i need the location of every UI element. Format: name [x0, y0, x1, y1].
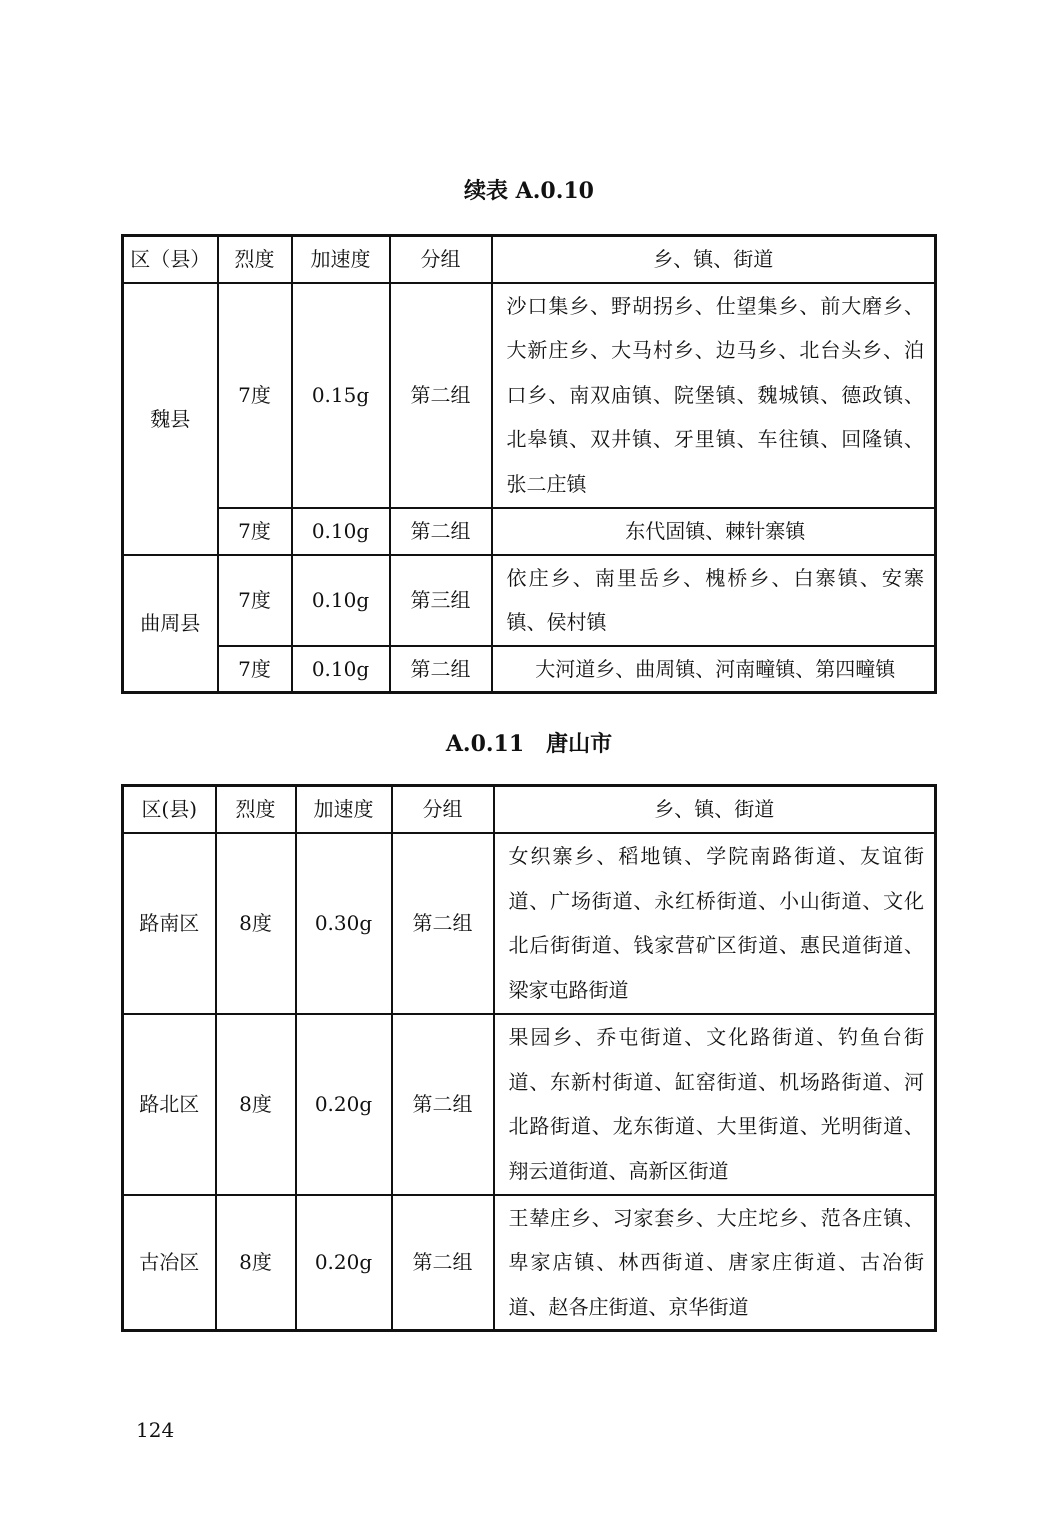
acceleration-cell: 0.15g	[292, 283, 390, 508]
table-row	[123, 833, 936, 1014]
places-cell: 依庄乡、南里岳乡、槐桥乡、白寨镇、安寨镇、侯村镇	[492, 555, 936, 646]
header-group: 分组	[390, 236, 492, 283]
group-cell: 第二组	[392, 833, 494, 1014]
table-tangshan	[121, 784, 937, 1332]
acceleration-cell: 0.10g	[292, 646, 390, 693]
table2-caption: A.0.11 唐山市	[445, 731, 613, 757]
header-intensity: 烈度	[216, 786, 296, 833]
header-acceleration: 加速度	[296, 786, 392, 833]
places-cell: 果园乡、乔屯街道、文化路街道、钓鱼台街道、东新村街道、缸窑街道、机场路街道、河北路街道、龙东街道、大里街道、光明街道、翔云道街道、高新区街道	[494, 1014, 936, 1195]
header-group: 分组	[392, 786, 494, 833]
district-cell: 路北区	[123, 1014, 216, 1195]
intensity-cell: 7度	[218, 646, 292, 693]
group-cell: 第二组	[390, 283, 492, 508]
table1-caption: 续表 A.0.10	[464, 178, 594, 204]
table-header-row	[123, 236, 936, 283]
district-cell: 曲周县	[123, 555, 218, 693]
header-places: 乡、镇、街道	[492, 236, 936, 283]
group-cell: 第二组	[390, 508, 492, 555]
group-cell: 第二组	[392, 1195, 494, 1331]
group-cell: 第二组	[392, 1014, 494, 1195]
district-cell: 古冶区	[123, 1195, 216, 1331]
table-header-row	[123, 786, 936, 833]
page-number: 124	[136, 1418, 175, 1442]
district-cell: 路南区	[123, 833, 216, 1014]
intensity-cell: 8度	[216, 833, 296, 1014]
district-cell: 魏县	[123, 283, 218, 555]
acceleration-cell: 0.20g	[296, 1195, 392, 1331]
intensity-cell: 8度	[216, 1014, 296, 1195]
table-row	[123, 1195, 936, 1331]
header-places: 乡、镇、街道	[494, 786, 936, 833]
places-cell: 大河道乡、曲周镇、河南疃镇、第四疃镇	[492, 646, 936, 693]
intensity-cell: 8度	[216, 1195, 296, 1331]
header-district: 区（县）	[123, 236, 218, 283]
places-cell: 东代固镇、棘针寨镇	[492, 508, 936, 555]
table-row	[123, 283, 936, 508]
intensity-cell: 7度	[218, 508, 292, 555]
acceleration-cell: 0.10g	[292, 555, 390, 646]
intensity-cell: 7度	[218, 283, 292, 508]
places-cell: 沙口集乡、野胡拐乡、仕望集乡、前大磨乡、大新庄乡、大马村乡、边马乡、北台头乡、泊口乡、南双庙镇、院堡镇、魏城镇、德政镇、北皋镇、双井镇、牙里镇、车往镇、回隆镇、张二庄镇	[492, 283, 936, 508]
places-cell: 女织寨乡、稻地镇、学院南路街道、友谊街道、广场街道、永红桥街道、小山街道、文化北后街街道、钱家营矿区街道、惠民道街道、梁家屯路街道	[494, 833, 936, 1014]
group-cell: 第二组	[390, 646, 492, 693]
intensity-cell: 7度	[218, 555, 292, 646]
acceleration-cell: 0.20g	[296, 1014, 392, 1195]
table-row	[123, 1014, 936, 1195]
table-row	[123, 508, 936, 555]
acceleration-cell: 0.30g	[296, 833, 392, 1014]
places-cell: 王辇庄乡、习家套乡、大庄坨乡、范各庄镇、卑家店镇、林西街道、唐家庄街道、古冶街道、赵各庄街道、京华街道	[494, 1195, 936, 1331]
table-row	[123, 646, 936, 693]
group-cell: 第三组	[390, 555, 492, 646]
table-handan-continued	[121, 234, 937, 694]
header-intensity: 烈度	[218, 236, 292, 283]
table-row	[123, 555, 936, 646]
header-acceleration: 加速度	[292, 236, 390, 283]
header-district: 区(县)	[123, 786, 216, 833]
acceleration-cell: 0.10g	[292, 508, 390, 555]
